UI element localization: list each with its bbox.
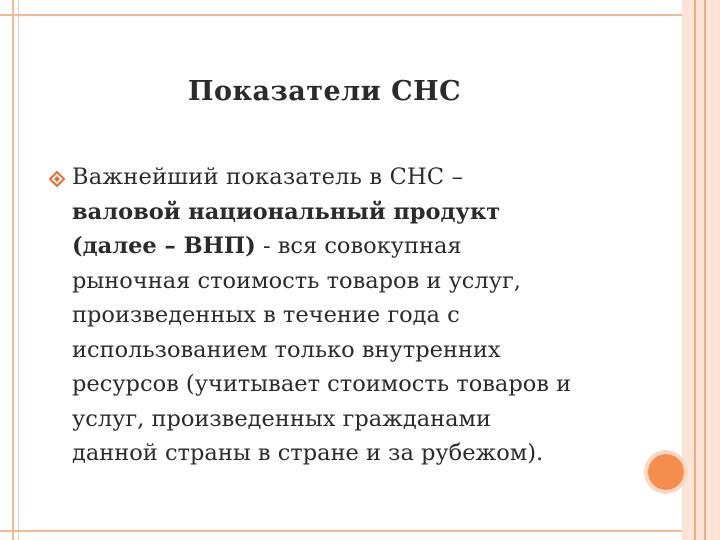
frame-bottom-line: [0, 530, 720, 532]
right-decor-strip: [682, 0, 720, 540]
frame-right-line-1: [694, 0, 696, 540]
bullet-line-3-rest: - вся совокупная: [255, 233, 462, 259]
bullet-text: [72, 160, 672, 471]
bullet-line-3: [72, 229, 672, 264]
bullet-term-gnp: (далее – ВНП): [72, 233, 256, 259]
frame-left-line: [12, 0, 14, 540]
bullet-line-4: рыночная стоимость товаров и услуг,: [72, 267, 521, 294]
slide-title: Показатели СНС: [188, 76, 462, 107]
bullet-line-2-bold: валовой национальный продукт: [72, 198, 501, 225]
frame-left-line-inner: [18, 0, 19, 540]
bullet-line-9: данной страны в стране и за рубежом).: [72, 440, 544, 466]
frame-right-line-2: [704, 0, 706, 540]
bullet-line-7: ресурсов (учитывает стоимость товаров и: [72, 371, 572, 397]
bullet-line-8: услуг, произведенных гражданами: [72, 405, 492, 432]
frame-top-line: [0, 14, 720, 16]
bullet-line-5: произведенных в течение года с: [72, 302, 460, 328]
bullet-line-6: использованием только внутренних: [72, 336, 501, 363]
bullet-line-1: Важнейший показатель в СНС –: [72, 164, 464, 190]
diamond-bullet-icon: [49, 171, 65, 190]
